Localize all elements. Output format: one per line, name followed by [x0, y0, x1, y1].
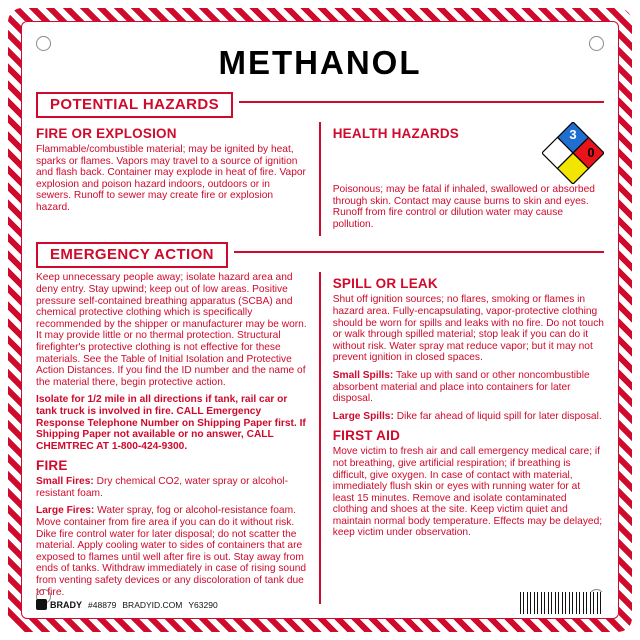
- page-title: METHANOL: [218, 44, 422, 81]
- small-spills-text: Take up with sand or other noncombustible absorbent material and place into containers for later disposal.: [332, 369, 590, 405]
- fire-heading: FIRE: [36, 458, 68, 474]
- first-aid-text: Move victim to fresh air and call emergency medical care; if not breathing, give artificial respiration; if breathing is difficult, give oxygen. In case of contact with material, immediately flush skin or eyes with running water for at least 15 minutes. Remove and isolate contaminated clothing and shoes at the site. Keep victim quiet and maintain normal body temperature. Effects may be delayed; keep victim under observation.: [332, 446, 603, 539]
- spill-or-leak-heading: SPILL OR LEAK: [332, 276, 438, 292]
- emergency-intro-text: Keep unnecessary people away; isolate hazard area and deny entry. Stay upwind; keep out of low areas. Positive pressure self-contained breathing apparatus (SCBA) and chemical protective clothing which is specifically recommended by the shipper or manufacturer may be worn. It may provide little or no thermal protection. Structural firefighter's protective clothing is not effective for these materials. See the Table of Initial Isolation and Protective Action Distances. If you find the ID number and the name of the material there, begin protective action.: [36, 272, 307, 388]
- small-spills-label: Small Spills:: [332, 369, 394, 381]
- header-rule-2: [234, 251, 604, 253]
- barcode: [520, 592, 604, 614]
- small-fires-text: Dry chemical CO2, water spray or alcohol-resistant foam.: [36, 476, 288, 499]
- svg-text:0: 0: [587, 145, 595, 160]
- sign-content: [26, 26, 614, 614]
- header-rule: [239, 101, 604, 103]
- potential-hazards-heading: POTENTIAL HAZARDS: [36, 92, 233, 118]
- footer: [36, 599, 604, 610]
- emergency-action-header: [36, 238, 604, 272]
- nfpa-diamond-icon: [542, 122, 604, 184]
- health-hazards-text: Poisonous; may be fatal if inhaled, swallowed or absorbed through skin. Contact may cause burns to skin and eyes. Runoff from fire control or dilution water may cause pollution.: [332, 184, 595, 230]
- emergency-action-columns: [36, 272, 604, 604]
- first-aid-heading: FIRST AID: [332, 428, 401, 444]
- large-spills: [333, 411, 604, 423]
- product-code: Y63290: [188, 599, 218, 610]
- emergency-right-column: [333, 272, 604, 604]
- potential-hazards-header: [36, 88, 604, 122]
- large-fires-text: Water spray, fog or alcohol-resistance foam. Move container from fire area if you can do it without risk. Dike fire control water for later disposal; do not scatter the material. Apply cooling water to sides of containers that are exposed to flames until well after fire is out. Stay away from ends of tanks. Withdraw immediately in case of rising sound from venting safety devices or any discoloration of tank due to fire.: [36, 505, 307, 598]
- emergency-isolate-text: Isolate for 1/2 mile in all directions if tank, rail car or tank truck is involved in fire. CALL Emergency Response Telephone Number on Shipping Paper first. If Shipping Paper not available or no answer, CALL CHEMTREC AT 1-800-424-9300.: [36, 394, 306, 452]
- emergency-action-heading: EMERGENCY ACTION: [36, 242, 228, 268]
- fire-small-fires: [36, 476, 307, 499]
- large-spills-label: Large Spills:: [332, 410, 394, 422]
- large-spills-text: Dike far ahead of liquid spill for later disposal.: [396, 410, 602, 422]
- large-fires-label: Large Fires:: [36, 505, 95, 517]
- potential-hazards-columns: [36, 122, 604, 236]
- small-spills: [333, 370, 604, 405]
- health-hazards-block: [333, 122, 604, 236]
- brady-brand-text: BRADY: [50, 599, 83, 610]
- fire-or-explosion-heading: FIRE OR EXPLOSION: [36, 126, 177, 141]
- spill-or-leak-text: Shut off ignition sources; no flares, smoking or flames in hazard area. Fully-encapsulating, vapor-protective clothing should be worn for spills and leaks with no fire. Do not touch or walk through spilled material; stop leak if you can do it without risk. Water spray mat reduce vapor; but it may not prevent ignition in closed spaces.: [332, 294, 604, 364]
- column-divider: [319, 122, 320, 236]
- svg-text:1: 1: [551, 145, 559, 160]
- fire-large-fires: [36, 505, 307, 598]
- website: BRADYID.COM: [122, 599, 183, 610]
- brady-logo: [36, 599, 82, 610]
- fire-or-explosion-text: Flammable/combustible material; may be ignited by heat, sparks or flames. Vapors may travel to a source of ignition and flash back. Container may explode in heat of fire. Vapor explosion and poison hazard indoors, outdoors or in sewers. Runoff to sewer may create fire or explosion hazard.: [36, 144, 306, 213]
- small-fires-label: Small Fires:: [36, 476, 94, 488]
- svg-text:3: 3: [569, 127, 577, 142]
- emergency-left-column: [36, 272, 307, 604]
- column-divider-2: [319, 272, 320, 604]
- brady-logo-icon: [36, 599, 47, 610]
- part-number: #48879: [88, 599, 117, 610]
- fire-or-explosion-block: [36, 122, 307, 236]
- health-hazards-heading: HEALTH HAZARDS: [332, 126, 460, 141]
